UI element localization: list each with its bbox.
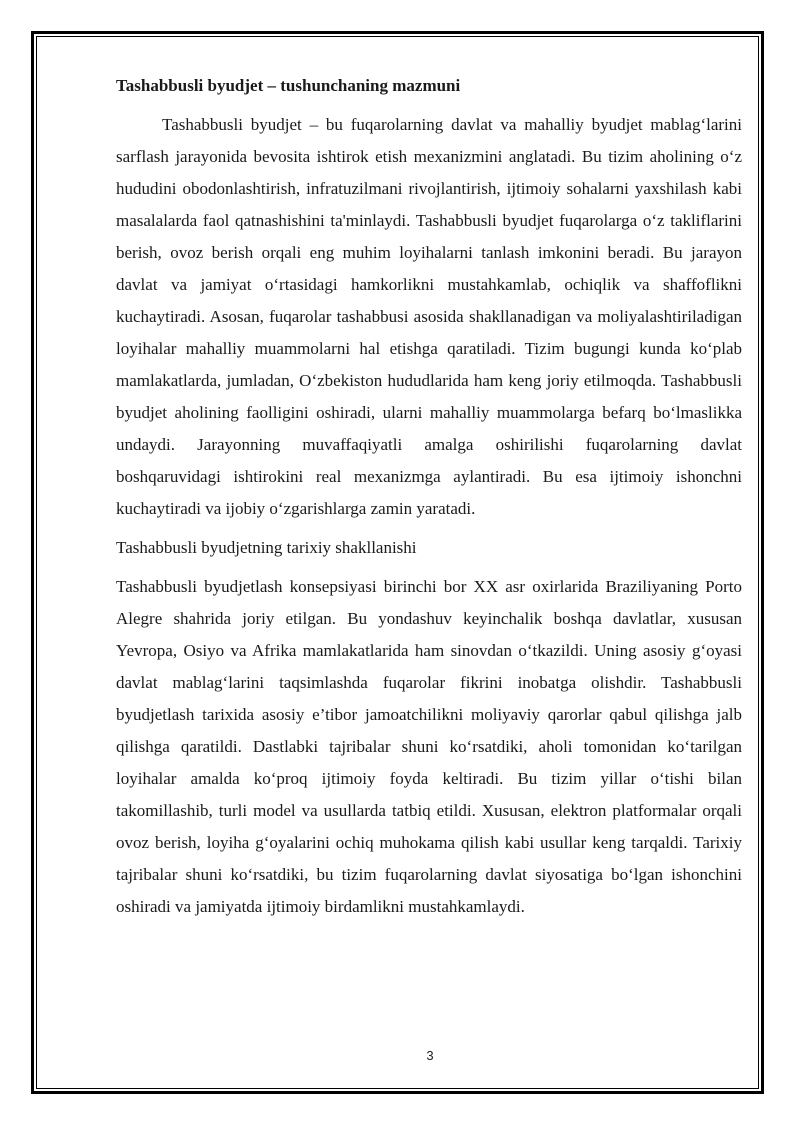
document-body xyxy=(116,70,742,923)
paragraph-1: Tashabbusli byudjet – bu fuqarolarning davlat va mahalliy byudjet mablag‘larini sarflash jarayonida bevosita ishtirok etish mexanizmini anglatadi. Bu tizim aholining o‘z hududini obodonlashtirish, infratuzilmani rivojlantirish, ijtimoiy sohalarni yaxshilash kabi masalalarda faol qatnashishini ta'minlaydi. Tashabbusli byudjet fuqarolarga o‘z takliflarini berish, ovoz berish orqali eng muhim loyihalarni tanlash imkonini beradi. Bu jarayon davlat va jamiyat o‘rtasidagi hamkorlikni mustahkamlab, ochiqlik va shaffoflikni kuchaytiradi. Asosan, fuqarolar tashabbusi asosida shakllanadigan va moliyalashtiriladigan loyihalar mahalliy muammolarni hal etishga qaratiladi. Tizim bugungi kunda ko‘plab mamlakatlarda, jumladan, O‘zbekiston hududlarida ham keng joriy etilmoqda. Tashabbusli byudjet aholining faolligini oshiradi, ularni mahalliy muammolarga befarq bo‘lmaslikka undaydi. Jarayonning muvaffaqiyatli amalga oshirilishi fuqarolarning davlat boshqaruvidagi ishtirokini real mexanizmga aylantiradi. Bu esa ijtimoiy ishonchni kuchaytiradi va ijobiy o‘zgarishlarga zamin yaratadi. xyxy=(116,115,742,518)
paragraph-2: Tashabbusli byudjetlash konsepsiyasi birinchi bor XX asr oxirlarida Braziliyaning Porto Alegre shahrida joriy etilgan. Bu yondashuv keyinchalik boshqa davlatlar, xususan Yevropa, Osiyo va Afrika mamlakatlarida ham sinovdan o‘tkazildi. Uning asosiy g‘oyasi davlat mablag‘larini taqsimlashda fuqarolar fikrini inobatga olishdir. Tashabbusli byudjetlash tarixida asosiy e’tibor jamoatchilikni moliyaviy qarorlar qabul qilishga jalb qilishga qaratildi. Dastlabki tajribalar shuni ko‘rsatdiki, aholi tomonidan ko‘tarilgan loyihalar amalda ko‘proq ijtimoiy foyda keltiradi. Bu tizim yillar o‘tishi bilan takomillashib, turli model va usullarda tatbiq etildi. Xususan, elektron platformalar orqali ovoz berish, loyiha g‘oyalarini ochiq muhokama qilish kabi usullar keng tarqaldi. Tarixiy tajribalar shuni ko‘rsatdiki, bu tizim fuqarolarning davlat siyosatiga bo‘lgan ishonchini oshiradi va jamiyatda ijtimoiy birdamlikni mustahkamlaydi. xyxy=(116,577,742,916)
page-number: 3 xyxy=(426,1048,434,1063)
section-subheading: Tashabbusli byudjetning tarixiy shakllanishi xyxy=(116,538,417,557)
section-heading: Tashabbusli byudjet – tushunchaning mazmuni xyxy=(116,76,461,95)
